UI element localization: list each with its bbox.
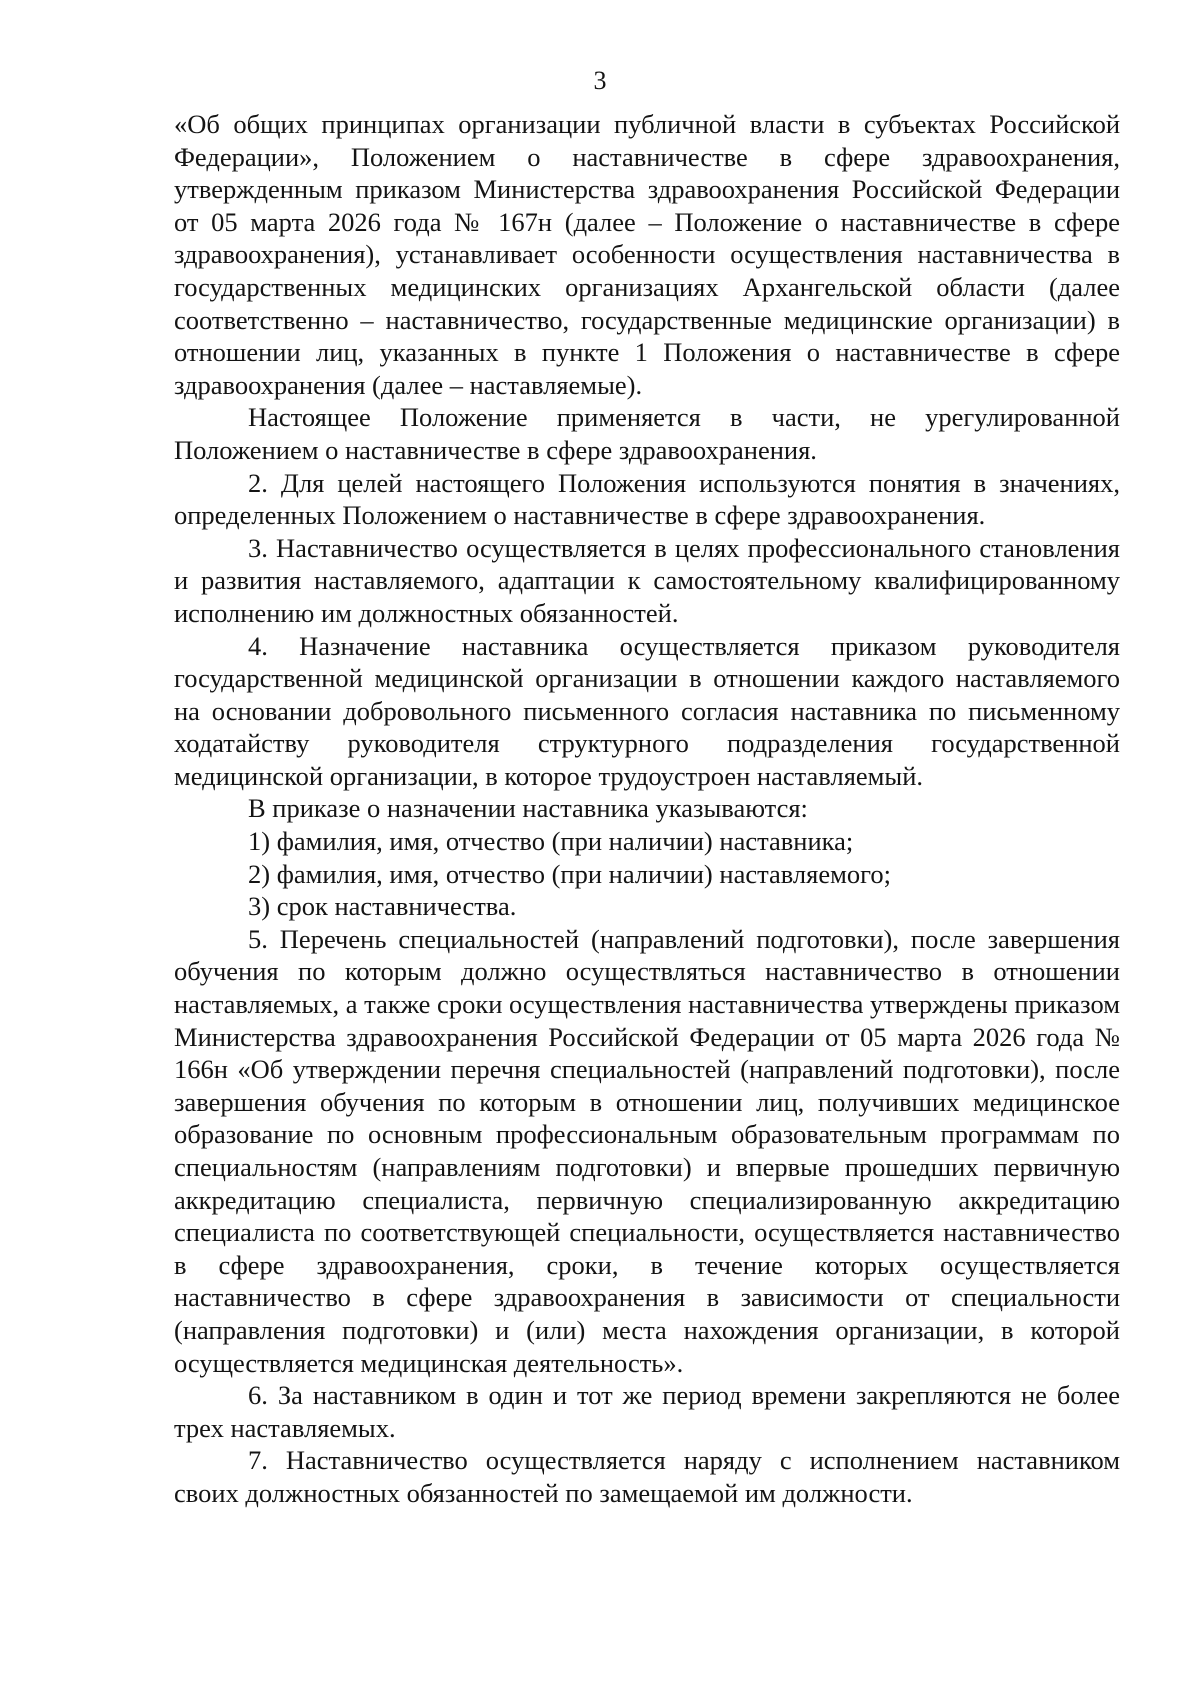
- list-item-2: 2) фамилия, имя, отчество (при наличии) наставляемого;: [248, 858, 891, 889]
- paragraph-item-6: 6. За наставником в один и тот же период времени закрепляются не более трех наставляемых.: [174, 1380, 1120, 1443]
- paragraph-item-5: 5. Перечень специальностей (направлений подготовки), после завершения обучения по которым должно осуществляться наставничество в отношении наставляемых, а также сроки осуществления наставничества утверждены приказом Министерства здравоохранения Российской Федерации от 05 марта 2026 года № 166н «Об утверждении перечня специальностей (направлений подготовки), после завершения обучения по которым в отношении лиц, получивших медицинское образование по основным профессиональным образовательным программам по специальностям (направлениям подготовки) и впервые прошедших первичную аккредитацию специалиста, первичную специализированную аккредитацию специалиста по соответствующей специальности, осуществляется наставничество в сфере здравоохранения, сроки, в течение которых осуществляется наставничество в сфере здравоохранения в зависимости от специальности (направления подготовки) и (или) места нахождения организации, в которой осуществляется медицинская деятельность».: [174, 923, 1121, 1378]
- page-number: 3: [593, 66, 607, 95]
- list-item-3: 3) срок наставничества.: [248, 891, 517, 922]
- paragraph-item-4: 4. Назначение наставника осуществляется приказом руководителя государственной медицинской организации в отношении каждого наставляемого на основании добровольного письменного согласия наставника по письменному ходатайству руководителя структурного подразделения государственной медицинской организации, в которое трудоустроен наставляемый.: [174, 630, 1120, 791]
- paragraph-scope: Настоящее Положение применяется в части, не урегулированной Положением о наставничестве в сфере здравоохранения.: [174, 402, 1120, 465]
- paragraph-item-2: 2. Для целей настоящего Положения используются понятия в значениях, определенных Положением о наставничестве в сфере здравоохранения.: [174, 467, 1120, 531]
- list-item-1: 1) фамилия, имя, отчество (при наличии) наставника;: [248, 826, 854, 857]
- paragraph-item-7: 7. Наставничество осуществляется наряду с исполнением наставником своих должностных обязанностей по замещаемой им должности.: [174, 1445, 1120, 1508]
- paragraph-item-3: 3. Наставничество осуществляется в целях профессионального становления и развития наставляемого, адаптации к самостоятельному квалифицированному исполнению им должностных обязанностей.: [174, 532, 1120, 628]
- paragraph-order-contents: В приказе о назначении наставника указываются:: [248, 793, 808, 824]
- document-body: [174, 108, 1120, 1510]
- paragraph-continuation: «Об общих принципах организации публичной власти в субъектах Российской Федерации», Положением о наставничестве в сфере здравоохранения, утвержденным приказом Министерства здравоохранения Российской Федерации от 05 марта 2026 года № 167н (далее – Положение о наставничестве в сфере здравоохранения), устанавливает особенности осуществления наставничества в государственных медицинских организациях Архангельской области (далее соответственно – наставничество, государственные медицинские организации) в отношении лиц, указанных в пункте 1 Положения о наставничестве в сфере здравоохранения (далее – наставляемые).: [174, 109, 1120, 400]
